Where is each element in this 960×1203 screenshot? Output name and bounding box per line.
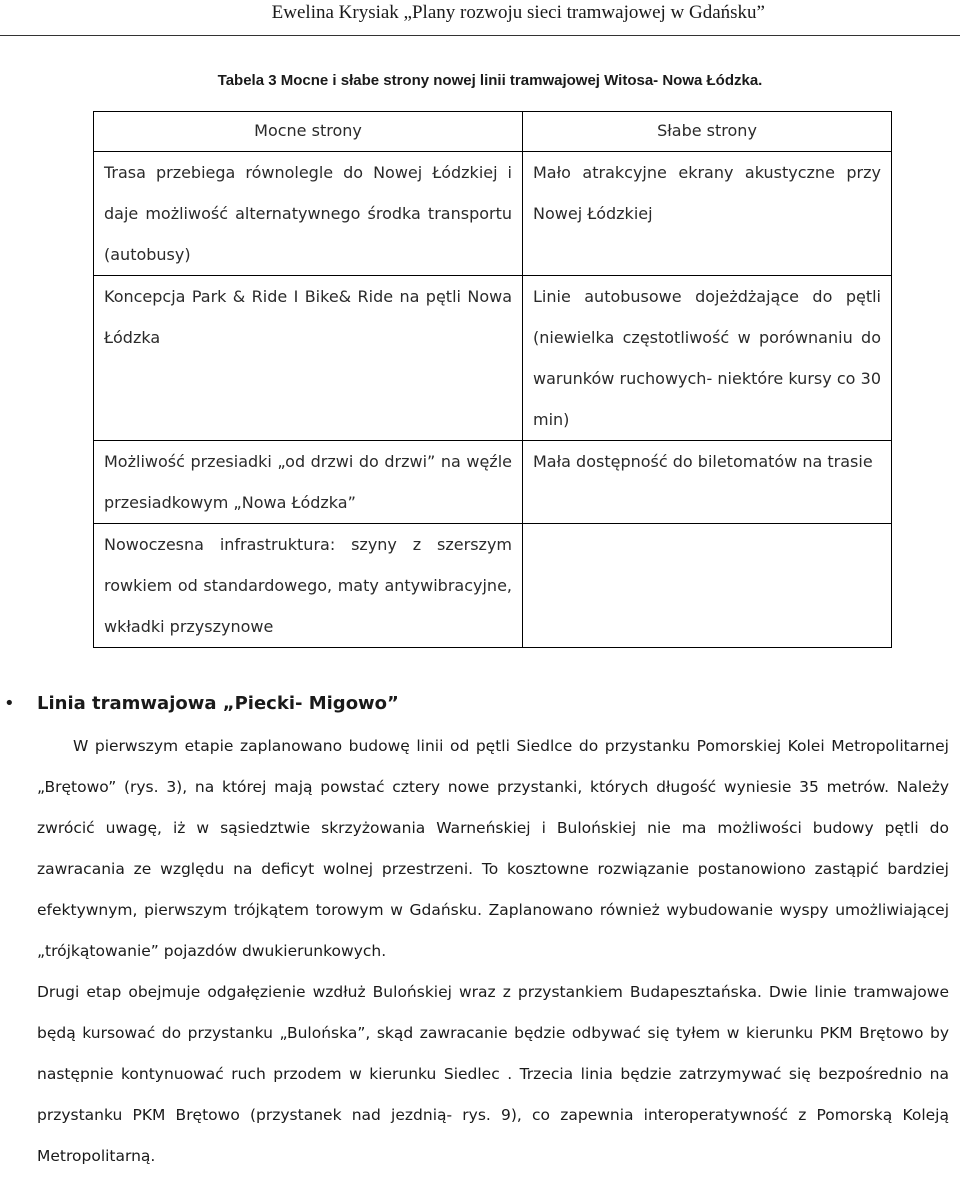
- table-row: [94, 441, 892, 524]
- table-row: [94, 152, 892, 276]
- strength-cell: Możliwość przesiadki „od drzwi do drzwi” na węźle przesiadkowym „Nowa Łódzka”: [94, 441, 523, 524]
- section-heading: [0, 687, 960, 721]
- weakness-cell: [523, 524, 892, 648]
- column-header-strengths: Mocne strony: [94, 112, 523, 152]
- table-row: [94, 276, 892, 441]
- body-text: [37, 726, 949, 1177]
- paragraph: Drugi etap obejmuje odgałęzienie wzdłuż Bulońskiej wraz z przystankiem Budapesztańska. Dwie linie tramwajowe będą kursować do przystanku „Bulońska”, skąd zawracanie będzie odbywać się tyłem w kierunku PKM Brętowo by następnie kontynuować ruch przodem w kierunku Siedlec . Trzecia linia będzie zatrzymywać się bezpośrednio na przystanku PKM Brętowo (przystanek nad jezdnią- rys. 9), co zapewnia interoperatywność z Pomorską Koleją Metropolitarną.: [37, 983, 949, 1165]
- weakness-cell: Linie autobusowe dojeżdżające do pętli (niewielka częstotliwość w porównaniu do warunków ruchowych- niektóre kursy co 30 min): [523, 276, 892, 441]
- bullet-icon: •: [4, 693, 15, 714]
- table-header-row: [94, 112, 892, 152]
- weakness-cell: Mało atrakcyjne ekrany akustyczne przy Nowej Łódzkiej: [523, 152, 892, 276]
- paragraph: W pierwszym etapie zaplanowano budowę linii od pętli Siedlce do przystanku Pomorskiej Kolei Metropolitarnej „Brętowo” (rys. 3), na której mają powstać cztery nowe przystanki, których długość wyniesie 35 metrów. Należy zwrócić uwagę, iż w sąsiedztwie skrzyżowania Warneńskiej i Bulońskiej nie ma możliwości budowy pętli do zawracania ze względu na deficyt wolnej przestrzeni. To kosztowne rozwiązanie postanowiono zastąpić bardziej efektywnym, pierwszym trójkątem torowym w Gdańsku. Zaplanowano również wybudowanie wyspy umożliwiającej „trójkątowanie” pojazdów dwukierunkowych.: [37, 737, 949, 960]
- table-row: [94, 524, 892, 648]
- header-divider: [0, 35, 960, 36]
- table-caption: Tabela 3 Mocne i słabe strony nowej linii tramwajowej Witosa- Nowa Łódzka.: [217, 72, 763, 89]
- strengths-weaknesses-table: [93, 111, 892, 648]
- strength-cell: Koncepcja Park & Ride I Bike& Ride na pętli Nowa Łódzka: [94, 276, 523, 441]
- weakness-cell: Mała dostępność do biletomatów na trasie: [523, 441, 892, 524]
- strength-cell: Nowoczesna infrastruktura: szyny z szerszym rowkiem od standardowego, maty antywibracyjne, wkładki przyszynowe: [94, 524, 523, 648]
- strength-cell: Trasa przebiega równolegle do Nowej Łódzkiej i daje możliwość alternatywnego środka transportu (autobusy): [94, 152, 523, 276]
- section-heading-text: Linia tramwajowa „Piecki- Migowo”: [37, 693, 399, 714]
- running-header: Ewelina Krysiak „Plany rozwoju sieci tramwajowej w Gdańsku”: [271, 2, 765, 23]
- column-header-weaknesses: Słabe strony: [523, 112, 892, 152]
